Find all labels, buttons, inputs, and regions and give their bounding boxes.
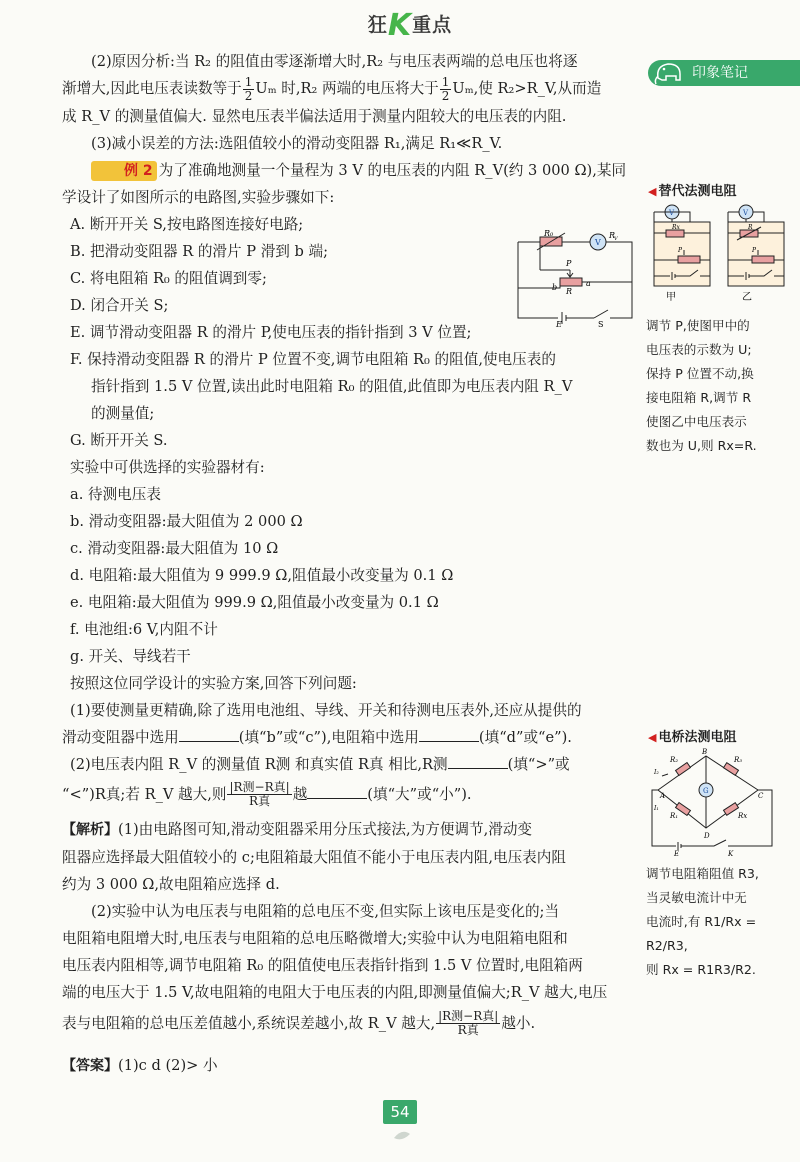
red-triangle-icon: ◀ <box>648 185 657 198</box>
text-span: Uₘ 时,R₂ 两端的电压将大于 <box>255 80 439 97</box>
analysis-1b: 阻器应选择最大阻值较小的 c;电阻箱最大阻值不能小于电压表内阻,电压表内阻 <box>62 848 566 866</box>
step-g: G. 断开开关 S. <box>70 431 168 449</box>
main-content <box>62 48 634 1080</box>
logo-suffix: 重点 <box>412 14 453 36</box>
analysis-2c: 电压表内阻相等,调节电阻箱 R₀ 的阻值使电压表指针指到 1.5 V 位置时,电阻箱两 <box>62 956 583 974</box>
para-cause-2 <box>62 75 634 103</box>
fraction-error <box>227 781 291 808</box>
svg-text:R: R <box>748 224 753 231</box>
answer-blank <box>179 727 239 742</box>
page-number: 54 <box>383 1100 417 1124</box>
svg-text:B: B <box>702 748 708 756</box>
header-logo <box>355 8 465 43</box>
svg-text:Rx: Rx <box>672 224 680 231</box>
svg-text:P: P <box>678 247 683 254</box>
red-triangle-icon: ◀ <box>648 731 657 744</box>
svg-text:R₂: R₂ <box>670 756 679 764</box>
frac-den: 2 <box>244 88 253 103</box>
svg-text:V: V <box>743 209 749 217</box>
equip-a: a. 待测电压表 <box>70 485 161 503</box>
experiment-circuit-diagram <box>510 228 640 328</box>
fraction-half <box>243 76 255 103</box>
text-span: (2)电压表内阻 R_V 的测量值 R测 和真实值 R真 相比,R测 <box>70 755 448 773</box>
answer-label: 【答案】 <box>62 1057 118 1074</box>
text-span: 滑动变阻器中选用 <box>62 728 179 746</box>
sidebar-line: 保持 P 位置不动,换 <box>646 366 754 381</box>
sidebar-tab-label: 印象笔记 <box>692 65 748 81</box>
text-span: (1)由电路图可知,滑动变阻器采用分压式接法,为方便调节,滑动变 <box>118 820 533 838</box>
answer-blank <box>419 727 479 742</box>
equip-e: e. 电阻箱:最大阻值为 999.9 Ω,阻值最小改变量为 0.1 Ω <box>70 593 439 611</box>
sidebar-line: 调节 P,使图甲中的 <box>646 318 750 333</box>
svg-text:R₁: R₁ <box>670 812 679 820</box>
text-span: 表与电阻箱的总电压差值越小,系统误差越小,故 R_V 越大, <box>62 1014 436 1032</box>
sidebar-line: 电压表的示数为 U; <box>646 342 752 357</box>
sidebar-line: 电流时,有 R1/Rx = R2/R3, <box>646 914 757 953</box>
text-span: “<”)R真;若 R_V 越大,则 <box>62 785 227 803</box>
diagram-label-yi: 乙 <box>742 292 752 303</box>
frac-num: |R测−R真| <box>229 780 290 794</box>
svg-text:D: D <box>704 832 710 840</box>
frac-den: R真 <box>457 1023 479 1037</box>
step-f-cont2: 的测量值; <box>91 404 155 422</box>
frac-den: R真 <box>249 794 271 808</box>
step-e: E. 调节滑动变阻器 R 的滑片 P,使电压表的指针指到 3 V 位置; <box>70 323 472 341</box>
svg-text:A: A <box>660 792 666 800</box>
question-2-cont <box>62 778 634 812</box>
equip-intro: 实验中可供选择的实验器材有: <box>70 458 265 476</box>
step-d: D. 闭合开关 S; <box>70 296 169 314</box>
bridge-method-title <box>648 726 736 745</box>
svg-text:E: E <box>556 320 562 328</box>
frac-num: 1 <box>244 74 253 89</box>
sidebar-line: 数也为 U,则 Rx=R. <box>646 438 757 453</box>
sidebar-line: 接电阻箱 R,调节 R <box>646 390 752 405</box>
equip-f: f. 电池组:6 V,内阻不计 <box>70 620 218 638</box>
svg-text:R₃: R₃ <box>734 756 743 764</box>
example-text: 为了准确地测量一个量程为 3 V 的电压表的内阻 R_V(约 3 000 Ω),某同 <box>158 161 627 179</box>
svg-text:R: R <box>609 231 616 240</box>
text-span: 渐增大,因此电压表读数等于 <box>62 80 242 97</box>
analysis-label: 【解析】 <box>62 821 118 838</box>
text-span: (填“d”或“e”). <box>478 728 572 746</box>
question-intro: 按照这位同学设计的实验方案,回答下列问题: <box>70 674 357 692</box>
diagram-label-jia: 甲 <box>666 292 676 303</box>
question-1-cont <box>62 724 634 751</box>
question-2 <box>62 751 634 778</box>
text-span: (填“>”或 <box>507 755 570 773</box>
svg-text:Rx: Rx <box>738 812 748 820</box>
equip-d: d. 电阻箱:最大阻值为 9 999.9 Ω,阻值最小改变量为 0.1 Ω <box>70 566 454 584</box>
leaf-ornament-icon <box>392 1128 412 1142</box>
svg-text:b: b <box>552 283 558 292</box>
equip-c: c. 滑动变阻器:最大阻值为 10 Ω <box>70 539 279 557</box>
step-c: C. 将电阻箱 R₀ 的阻值调到零; <box>70 269 267 287</box>
svg-text:G: G <box>703 787 709 795</box>
svg-text:I₂: I₂ <box>654 769 659 776</box>
text-span: 越小. <box>501 1014 536 1032</box>
fraction-error <box>436 1010 500 1037</box>
svg-text:K: K <box>728 850 734 856</box>
frac-num: 1 <box>441 74 450 89</box>
equip-g: g. 开关、导线若干 <box>70 647 191 665</box>
sidebar-line: 当灵敏电流计中无 <box>646 890 747 905</box>
substitution-circuits <box>648 200 794 306</box>
equip-b: b. 滑动变阻器:最大阻值为 2 000 Ω <box>70 512 303 530</box>
svg-text:V: V <box>595 238 601 247</box>
frac-num: |R测−R真| <box>438 1009 499 1023</box>
section-title-text: 替代法测电阻 <box>658 184 737 199</box>
final-answer <box>62 1052 634 1080</box>
svg-text:P: P <box>566 259 572 268</box>
step-f: F. 保持滑动变阻器 R 的滑片 P 位置不变,调节电阻箱 R₀ 的阻值,使电压表的 <box>70 350 556 368</box>
analysis-1c: 约为 3 000 Ω,故电阻箱应选择 d. <box>62 875 280 893</box>
analysis-1 <box>62 816 634 844</box>
text-span: (填“大”或“小”). <box>367 785 472 803</box>
para-method: (3)减小误差的方法:选阻值较小的滑动变阻器 R₁,满足 R₁≪R_V. <box>91 134 503 152</box>
sidebar-notes-tab <box>648 60 800 86</box>
svg-text:I₁: I₁ <box>654 805 659 812</box>
fraction-half <box>440 76 452 103</box>
svg-text:S: S <box>598 320 604 328</box>
svg-text:V: V <box>669 209 675 217</box>
svg-text:C: C <box>758 792 764 800</box>
page-header <box>0 0 800 48</box>
text-span: (填“b”或“c”),电阻箱中选用 <box>238 728 419 746</box>
substitution-method-title <box>648 180 736 199</box>
analysis-2d: 端的电压大于 1.5 V,故电阻箱的电阻大于电压表的内阻,即测量值偏大;R_V 越大,电压 <box>62 983 608 1001</box>
step-f-cont: 指针指到 1.5 V 位置,读出此时电阻箱 R₀ 的阻值,此值即为电压表内阻 R_V <box>91 377 573 395</box>
substitution-method-text <box>646 314 786 458</box>
svg-text:P: P <box>752 247 757 254</box>
sidebar-line: 则 Rx = R1R3/R2. <box>646 962 756 977</box>
bridge-method-text <box>646 862 786 982</box>
text-span: 越 <box>292 785 308 803</box>
para-cause-3: 成 R_V 的测量值偏大. 显然电压表半偏法适用于测量内阻较大的电压表的内阻. <box>62 107 567 125</box>
sidebar-line: 使图乙中电压表示 <box>646 414 747 429</box>
answer-text: (1)c d (2)> 小 <box>118 1056 218 1074</box>
answer-blank <box>307 784 367 799</box>
svg-text:R₀: R₀ <box>544 229 554 238</box>
frac-den: 2 <box>441 88 450 103</box>
analysis-2e <box>62 1006 634 1042</box>
example-intro-2: 学设计了如图所示的电路图,实验步骤如下: <box>62 188 335 206</box>
logo-prefix: 狂 <box>367 14 388 36</box>
bridge-circuit <box>648 746 794 856</box>
svg-text:a: a <box>586 279 591 288</box>
step-a: A. 断开开关 S,按电路图连接好电路; <box>70 215 304 233</box>
question-1: (1)要使测量更精确,除了选用电池组、导线、开关和待测电压表外,还应从提供的 <box>70 701 582 719</box>
answer-blank <box>448 754 508 769</box>
svg-text:R: R <box>566 287 573 296</box>
para-cause-1: (2)原因分析:当 R₂ 的阻值由零逐渐增大时,R₂ 与电压表两端的总电压也将逐 <box>91 53 578 70</box>
text-span: Uₘ,使 R₂>R_V,从而造 <box>452 80 602 97</box>
svg-text:V: V <box>614 236 618 242</box>
logo-k: K <box>387 8 413 43</box>
sidebar-line: 调节电阻箱阻值 R3, <box>646 866 759 881</box>
example-intro <box>62 157 634 184</box>
section-title-text: 电桥法测电阻 <box>658 730 737 745</box>
elephant-icon <box>652 58 686 86</box>
analysis-2a: (2)实验中认为电压表与电阻箱的总电压不变,但实际上该电压是变化的;当 <box>91 902 560 920</box>
analysis-2b: 电阻箱电阻增大时,电压表与电阻箱的总电压略微增大;实验中认为电阻箱电阻和 <box>62 929 568 947</box>
example-badge: 例 2 <box>91 161 157 181</box>
svg-text:E: E <box>674 850 680 856</box>
step-b: B. 把滑动变阻器 R 的滑片 P 滑到 b 端; <box>70 242 329 260</box>
